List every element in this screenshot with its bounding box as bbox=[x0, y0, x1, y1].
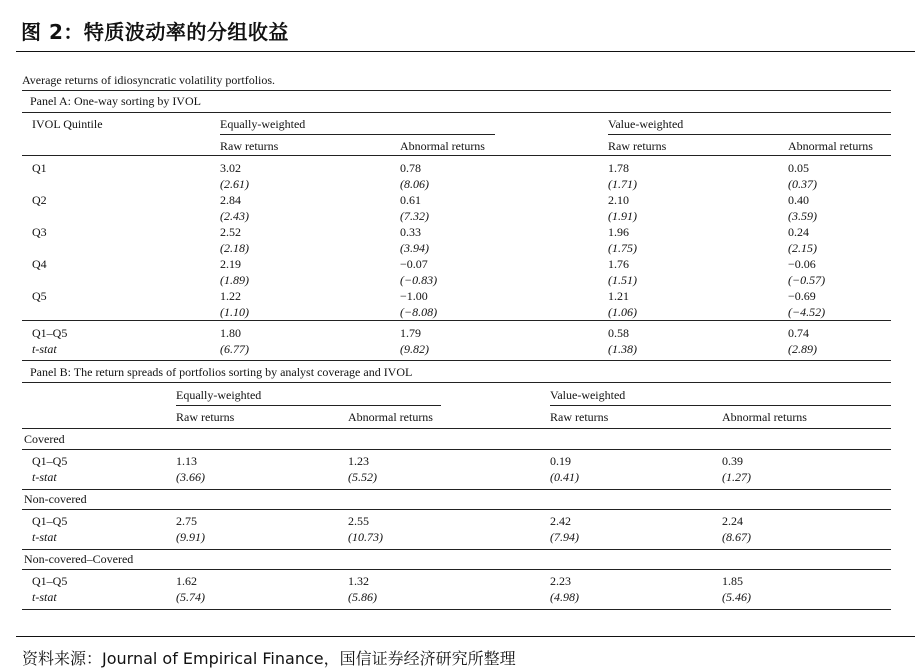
spread-value: 2.24 bbox=[722, 514, 743, 528]
quintile-label: Q2 bbox=[32, 193, 47, 207]
panel-a-top-rule bbox=[22, 90, 891, 91]
spread-tstat: (5.52) bbox=[348, 470, 377, 484]
return-value: −1.00 bbox=[400, 289, 428, 303]
tstat-value: (2.43) bbox=[220, 209, 249, 223]
panel-b-value-underline bbox=[550, 405, 891, 406]
spread-tstat: (10.73) bbox=[348, 530, 383, 544]
tstat-label: t-stat bbox=[32, 342, 57, 356]
spread-label: Q1–Q5 bbox=[32, 454, 68, 468]
return-value: 1.22 bbox=[220, 289, 241, 303]
return-value: 2.19 bbox=[220, 257, 241, 271]
spread-value: 1.23 bbox=[348, 454, 369, 468]
coverage-group-bottom-rule bbox=[22, 549, 891, 550]
return-value: 3.02 bbox=[220, 161, 241, 175]
coverage-group-label: Non-covered bbox=[24, 492, 87, 506]
return-value: 1.76 bbox=[608, 257, 629, 271]
tstat-value: (3.59) bbox=[788, 209, 817, 223]
spread-tstat: (9.82) bbox=[400, 342, 429, 356]
spread-tstat: (8.67) bbox=[722, 530, 751, 544]
source-note: 资料来源：Journal of Empirical Finance，国信证券经济研究所整理 bbox=[22, 649, 516, 668]
spread-value: 1.80 bbox=[220, 326, 241, 340]
spread-value: 1.79 bbox=[400, 326, 421, 340]
tstat-label: t-stat bbox=[32, 530, 57, 544]
tstat-value: (−4.52) bbox=[788, 305, 826, 319]
return-value: 1.78 bbox=[608, 161, 629, 175]
spread-value: 1.62 bbox=[176, 574, 197, 588]
coverage-group-rule bbox=[22, 569, 891, 570]
return-value: −0.69 bbox=[788, 289, 816, 303]
panel-a-spread-rule bbox=[22, 320, 891, 321]
spread-tstat: (4.98) bbox=[550, 590, 579, 604]
spread-label: Q1–Q5 bbox=[32, 514, 68, 528]
spread-tstat: (5.46) bbox=[722, 590, 751, 604]
spread-value: 1.13 bbox=[176, 454, 197, 468]
spread-value: 2.55 bbox=[348, 514, 369, 528]
tstat-value: (3.94) bbox=[400, 241, 429, 255]
coverage-group-bottom-rule bbox=[22, 609, 891, 610]
return-value: 2.52 bbox=[220, 225, 241, 239]
spread-value: 0.74 bbox=[788, 326, 809, 340]
return-value: 2.84 bbox=[220, 193, 241, 207]
spread-tstat: (5.74) bbox=[176, 590, 205, 604]
tstat-value: (1.06) bbox=[608, 305, 637, 319]
table-caption: Average returns of idiosyncratic volatility portfolios. bbox=[22, 73, 276, 87]
tstat-value: (1.71) bbox=[608, 177, 637, 191]
tstat-value: (2.18) bbox=[220, 241, 249, 255]
panel-a-value-header: Value-weighted bbox=[608, 117, 684, 131]
panel-a-equal-abnormal-header: Abnormal returns bbox=[400, 139, 485, 153]
spread-tstat: (9.91) bbox=[176, 530, 205, 544]
tstat-value: (2.15) bbox=[788, 241, 817, 255]
spread-value: 1.32 bbox=[348, 574, 369, 588]
ivol-quintile-header: IVOL Quintile bbox=[32, 117, 103, 131]
tstat-value: (8.06) bbox=[400, 177, 429, 191]
panel-a-equal-raw-header: Raw returns bbox=[220, 139, 279, 153]
tstat-value: (−8.08) bbox=[400, 305, 438, 319]
source-rule bbox=[16, 636, 915, 637]
tstat-value: (1.91) bbox=[608, 209, 637, 223]
figure-title: 图 2：特质波动率的分组收益 bbox=[21, 20, 289, 44]
panel-a-value-raw-header: Raw returns bbox=[608, 139, 667, 153]
quintile-label: Q5 bbox=[32, 289, 47, 303]
panel-a-title: Panel A: One-way sorting by IVOL bbox=[30, 94, 201, 108]
return-value: 0.78 bbox=[400, 161, 421, 175]
panel-a-header-rule bbox=[22, 155, 891, 156]
panel-b-equal-header: Equally-weighted bbox=[176, 388, 262, 402]
tstat-value: (1.75) bbox=[608, 241, 637, 255]
quintile-label: Q1 bbox=[32, 161, 47, 175]
tstat-value: (0.37) bbox=[788, 177, 817, 191]
spread-tstat: (6.77) bbox=[220, 342, 249, 356]
spread-label: Q1–Q5 bbox=[32, 574, 68, 588]
tstat-value: (2.61) bbox=[220, 177, 249, 191]
panel-b-top-rule bbox=[22, 360, 891, 361]
return-value: 1.96 bbox=[608, 225, 629, 239]
tstat-value: (7.32) bbox=[400, 209, 429, 223]
panel-b-equal-underline bbox=[176, 405, 441, 406]
coverage-group-label: Non-covered–Covered bbox=[24, 552, 134, 566]
spread-tstat: (7.94) bbox=[550, 530, 579, 544]
spread-value: 2.23 bbox=[550, 574, 571, 588]
spread-tstat: (2.89) bbox=[788, 342, 817, 356]
return-value: 0.05 bbox=[788, 161, 809, 175]
spread-label: Q1–Q5 bbox=[32, 326, 68, 340]
spread-value: 2.75 bbox=[176, 514, 197, 528]
spread-value: 2.42 bbox=[550, 514, 571, 528]
coverage-group-rule bbox=[22, 449, 891, 450]
return-value: 0.33 bbox=[400, 225, 421, 239]
return-value: 0.40 bbox=[788, 193, 809, 207]
quintile-label: Q4 bbox=[32, 257, 47, 271]
panel-a-equal-header: Equally-weighted bbox=[220, 117, 306, 131]
panel-b-value-header: Value-weighted bbox=[550, 388, 626, 402]
panel-b-title: Panel B: The return spreads of portfolios sorting by analyst coverage and IVOL bbox=[30, 365, 413, 379]
panel-a-value-abnormal-header: Abnormal returns bbox=[788, 139, 873, 153]
spread-tstat: (0.41) bbox=[550, 470, 579, 484]
spread-tstat: (1.27) bbox=[722, 470, 751, 484]
return-value: 0.24 bbox=[788, 225, 809, 239]
spread-value: 1.85 bbox=[722, 574, 743, 588]
coverage-group-label: Covered bbox=[24, 432, 65, 446]
spread-tstat: (1.38) bbox=[608, 342, 637, 356]
panel-b-value-abnormal-header: Abnormal returns bbox=[722, 410, 807, 424]
return-value: 2.10 bbox=[608, 193, 629, 207]
return-value: −0.07 bbox=[400, 257, 428, 271]
panel-a-title-rule bbox=[22, 112, 891, 113]
panel-b-equal-abnormal-header: Abnormal returns bbox=[348, 410, 433, 424]
title-rule bbox=[16, 51, 915, 52]
tstat-value: (1.10) bbox=[220, 305, 249, 319]
panel-b-equal-raw-header: Raw returns bbox=[176, 410, 235, 424]
coverage-group-rule bbox=[22, 509, 891, 510]
spread-tstat: (3.66) bbox=[176, 470, 205, 484]
spread-value: 0.19 bbox=[550, 454, 571, 468]
return-value: 0.61 bbox=[400, 193, 421, 207]
panel-a-value-underline bbox=[608, 134, 891, 135]
panel-b-title-rule bbox=[22, 382, 891, 383]
tstat-value: (−0.57) bbox=[788, 273, 826, 287]
tstat-value: (1.51) bbox=[608, 273, 637, 287]
return-value: −0.06 bbox=[788, 257, 816, 271]
return-value: 1.21 bbox=[608, 289, 629, 303]
panel-b-header-rule bbox=[22, 428, 891, 429]
panel-b-value-raw-header: Raw returns bbox=[550, 410, 609, 424]
quintile-label: Q3 bbox=[32, 225, 47, 239]
spread-tstat: (5.86) bbox=[348, 590, 377, 604]
tstat-label: t-stat bbox=[32, 590, 57, 604]
tstat-label: t-stat bbox=[32, 470, 57, 484]
spread-value: 0.39 bbox=[722, 454, 743, 468]
tstat-value: (−0.83) bbox=[400, 273, 438, 287]
spread-value: 0.58 bbox=[608, 326, 629, 340]
tstat-value: (1.89) bbox=[220, 273, 249, 287]
panel-a-equal-underline bbox=[220, 134, 495, 135]
coverage-group-bottom-rule bbox=[22, 489, 891, 490]
